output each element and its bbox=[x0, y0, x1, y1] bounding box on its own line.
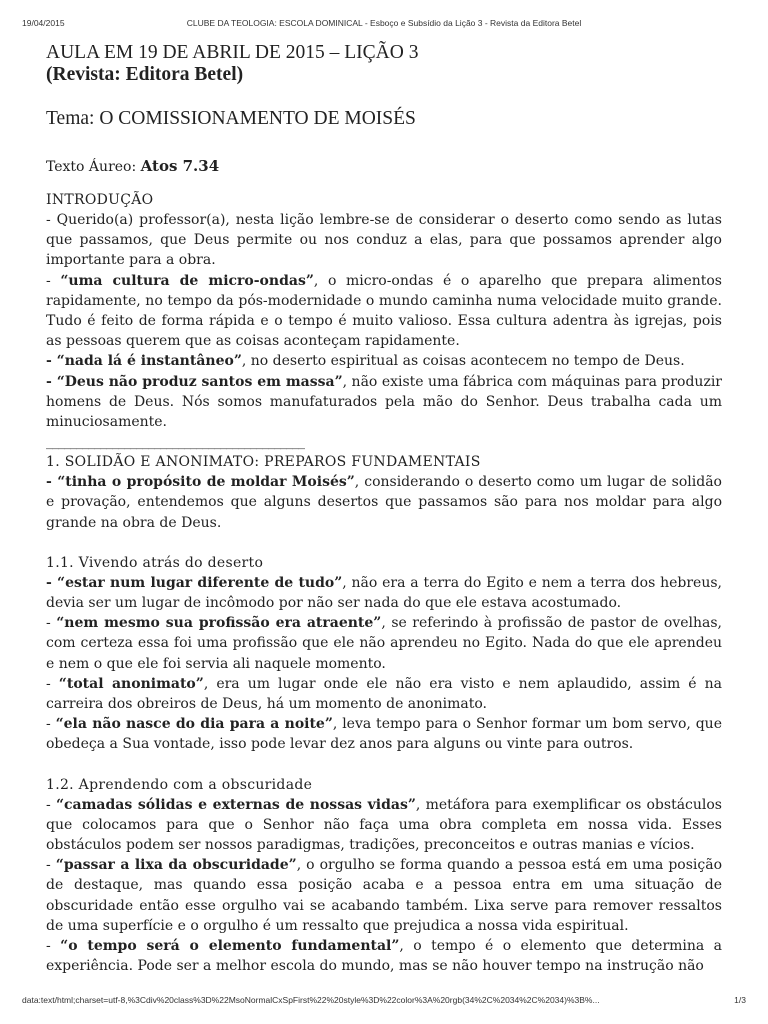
paragraph: - “Deus não produz santos em massa”, não existe uma fábrica com máquinas para produzir homens de Deus. Nós somos manufaturados pela mão do Senhor. Deus trabalha cada um minuciosamente. bbox=[46, 373, 722, 431]
paragraph: - Querido(a) professor(a), nesta lição lembre-se de considerar o deserto como sendo as lutas que passamos, que Deus permite ou nos conduz a elas, para que possamos aprender algo importante para a obra. bbox=[46, 212, 722, 269]
lesson-subtitle: (Revista: Editora Betel) bbox=[46, 64, 244, 85]
paragraph: - “total anonimato”, era um lugar onde ele não era visto e nem aplaudido, assim é na carreira dos obreiros de Deus, há um momento de anonimato. bbox=[46, 675, 723, 713]
print-url: data:text/html;charset=utf-8,%3Cdiv%20class%3D%22MsoNormalCxSpFirst%22%20style%3D%22color%3A%20rgb(34%2C%2034%2C%2034)%3B%... bbox=[22, 995, 600, 1005]
paragraph: - “nem mesmo sua profissão era atraente”, se referindo à profissão de pastor de ovelhas, com certeza essa foi uma profissão que ele não aprendeu no Egito. Nada do que ele aprendeu e nem o que ele foi servia ali naquele momento. bbox=[46, 615, 723, 672]
section-heading-1-1: 1.1. Vivendo atrás do deserto bbox=[46, 554, 264, 571]
golden-text-line bbox=[46, 156, 722, 177]
print-page-number: 1/3 bbox=[734, 995, 746, 1005]
paragraph: - “nada lá é instantâneo”, no deserto espiritual as coisas acontecem no tempo de Deus. bbox=[46, 353, 685, 370]
paragraph: - “estar num lugar diferente de tudo”, não era a terra do Egito e nem a terra dos hebreus, devia ser um lugar de incômodo por não ser nada do que ele estava acostumado. bbox=[46, 574, 722, 612]
theme-line bbox=[46, 107, 722, 131]
theme-label: Tema: bbox=[46, 108, 100, 129]
print-page-title: CLUBE DA TEOLOGIA: ESCOLA DOMINICAL - Esboço e Subsídio da Lição 3 - Revista da Editora Betel bbox=[186, 18, 582, 28]
paragraph: - “camadas sólidas e externas de nossas vidas”, metáfora para exemplificar os obstáculos que colocamos para que o Senhor não faça uma obra completa em nossa vida. Esses obstáculos podem ser nossos paradigmas, tradições, preconceitos e outras manias e vícios. bbox=[46, 796, 722, 854]
golden-text-value: Atos 7.34 bbox=[140, 157, 220, 175]
paragraph: - “ela não nasce do dia para a noite”, leva tempo para o Senhor formar um bom servo, que obedeça a Sua vontade, isso pode levar dez anos para alguns ou vinte para outros. bbox=[46, 716, 722, 753]
paragraph: - “tinha o propósito de moldar Moisés”, considerando o deserto como um lugar de solidão e provação, entendemos que alguns desertos que passamos são para nos moldar para algo grande na obra de Deus. bbox=[46, 474, 722, 531]
print-date: 19/04/2015 bbox=[22, 18, 65, 28]
theme-value: O COMISSIONAMENTO DE MOISÉS bbox=[99, 108, 416, 129]
section-heading-1: 1. SOLIDÃO E ANONIMATO: PREPAROS FUNDAMENTAIS bbox=[46, 454, 481, 471]
print-footer bbox=[0, 995, 768, 1007]
paragraph: - “passar a lixa da obscuridade”, o orgulho se forma quando a pessoa está em uma posição de destaque, mas quando essa posição acaba e a pessoa entra em uma situação de obscuridade então esse orgulho vai se acabando também. Lixa serve para remover ressaltos de uma superfície e o orgulho é um ressalto que prejudica a nossa vida espiritual. bbox=[46, 857, 723, 934]
section-heading-intro: INTRODUÇÃO bbox=[46, 192, 154, 208]
document-body bbox=[46, 42, 722, 977]
paragraph: - “o tempo será o elemento fundamental”, o tempo é o elemento que determina a experiência. Pode ser a melhor escola do mundo, mas se não houver tempo na instrução não bbox=[46, 938, 722, 975]
divider-rule: ___________________________________________ bbox=[46, 434, 304, 451]
section-heading-1-2: 1.2. Aprendendo com a obscuridade bbox=[46, 776, 313, 793]
print-header bbox=[0, 18, 768, 30]
lesson-title: AULA EM 19 DE ABRIL DE 2015 – LIÇÃO 3 bbox=[46, 42, 419, 63]
golden-text-label: Texto Áureo: bbox=[46, 159, 141, 175]
paragraph: - “uma cultura de micro-ondas”, o micro-ondas é o aparelho que prepara alimentos rapidamente, no tempo da pós-modernidade o mundo caminha numa velocidade muito grande. Tudo é feito de forma rápida e o tempo é muito valioso. Essa cultura adentra às igrejas, pois as pessoas querem que as coisas aconteçam rapidamente. bbox=[46, 272, 722, 350]
